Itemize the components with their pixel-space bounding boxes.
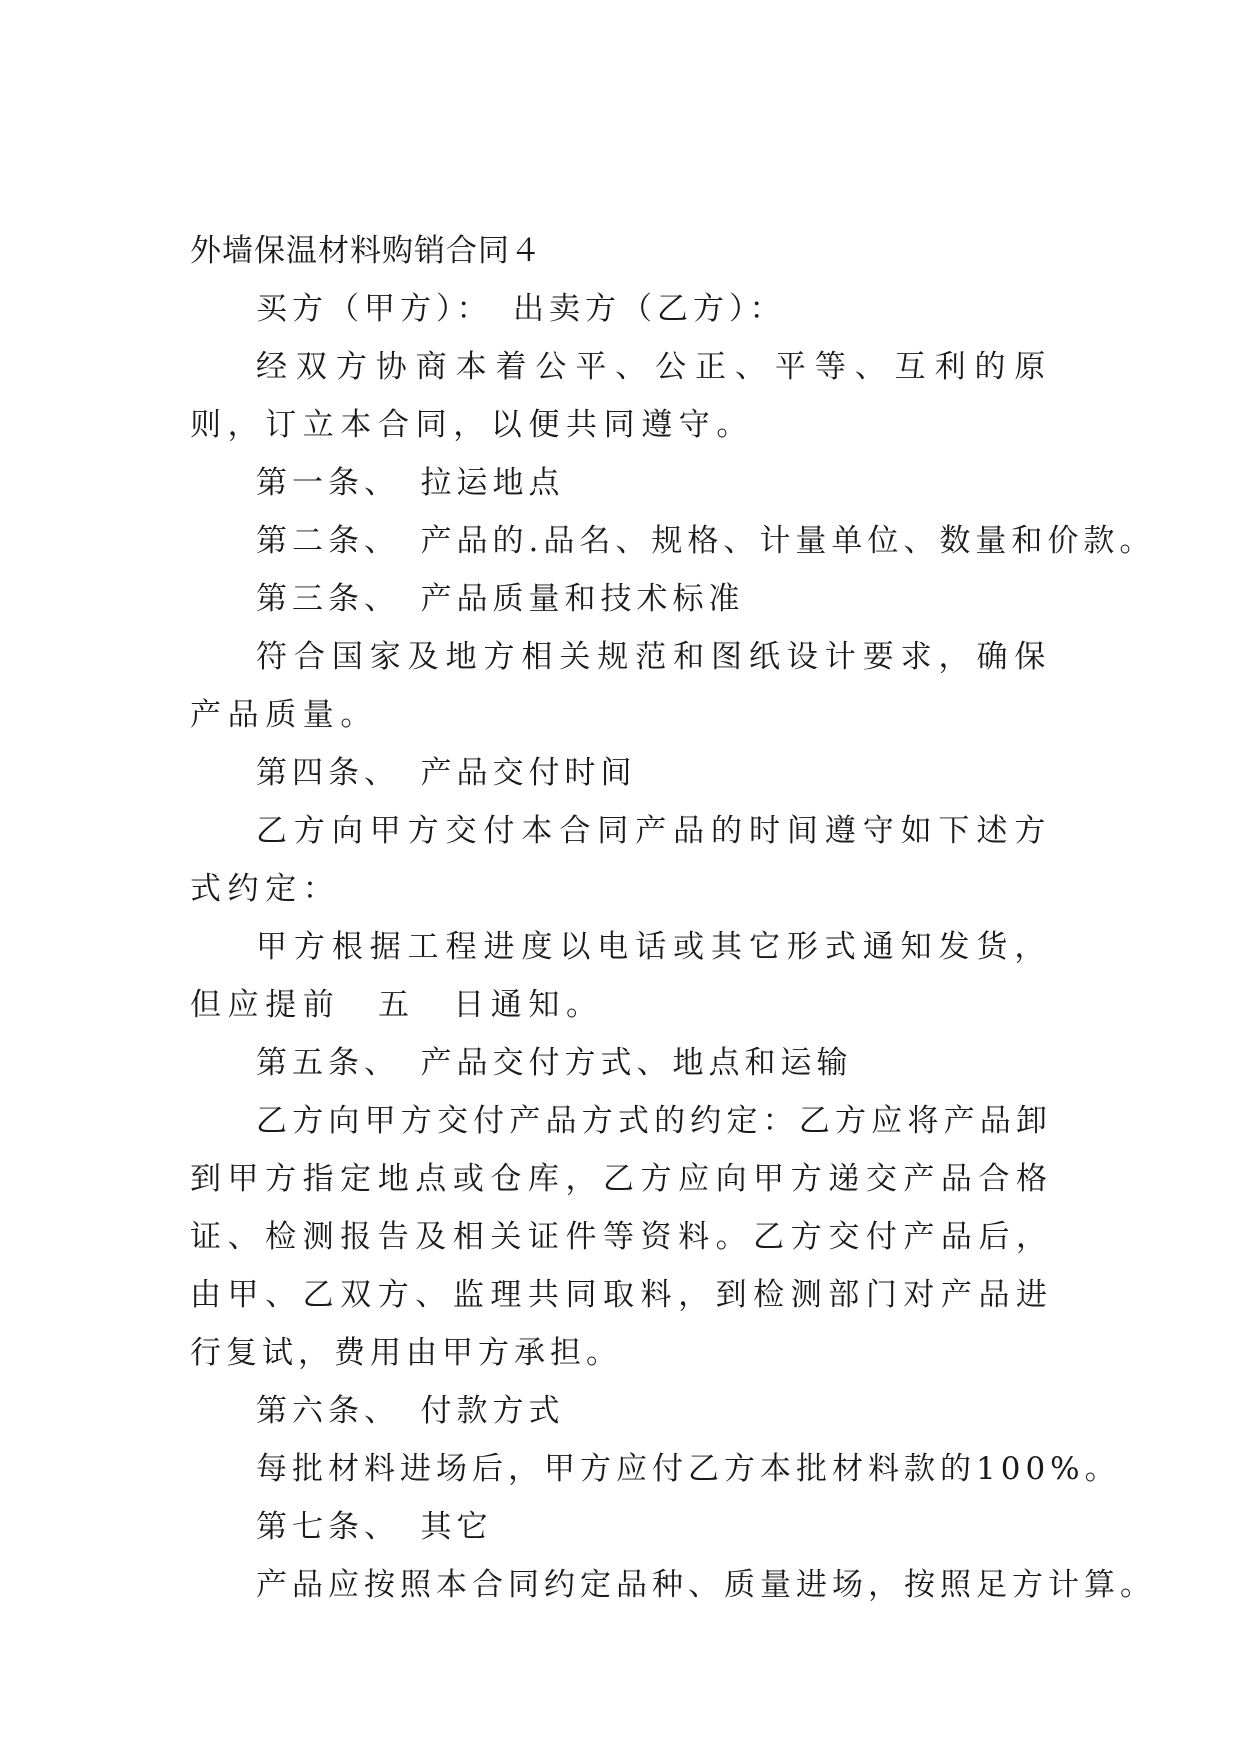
- clause-4-notice: 甲方根据工程进度以电话或其它形式通知发货，但应提前 五 日通知。: [190, 929, 1052, 1023]
- clause-7-body: 产品应按照本合同约定品种、质量进场，按照足方计算。: [256, 1567, 1156, 1603]
- clause-7-heading: 第七条、 其它: [256, 1509, 493, 1545]
- clause-6-body: 每批材料进场后，甲方应付乙方本批材料款的100%。: [256, 1451, 1121, 1487]
- document-body: [190, 222, 1156, 1614]
- clause-1-heading: 第一条、 拉运地点: [256, 465, 565, 501]
- paragraph-preamble: 经双方协商本着公平、公正、平等、互利的原则，订立本合同，以便共同遵守。: [190, 349, 1052, 443]
- clause-3-body: 符合国家及地方相关规范和图纸设计要求，确保产品质量。: [190, 639, 1052, 733]
- clause-4-heading: 第四条、 产品交付时间: [256, 755, 637, 791]
- clause-5-body: 乙方向甲方交付产品方式的约定：乙方应将产品卸到甲方指定地点或仓库，乙方应向甲方递交产品合格证、检测报告及相关证件等资料。乙方交付产品后，由甲、乙双方、监理共同取料，到检测部门对产品进行复试，费用由甲方承担。: [190, 1103, 1052, 1371]
- clause-5-heading: 第五条、 产品交付方式、地点和运输: [256, 1045, 853, 1081]
- clause-2-heading: 第二条、 产品的.品名、规格、计量单位、数量和价款。: [256, 523, 1156, 559]
- clause-3-heading: 第三条、 产品质量和技术标准: [256, 581, 745, 617]
- paragraph-parties: 买方（甲方）： 出卖方（乙方）：: [256, 291, 786, 327]
- clause-4-body: 乙方向甲方交付本合同产品的时间遵守如下述方式约定：: [190, 813, 1052, 907]
- clause-6-heading: 第六条、 付款方式: [256, 1393, 565, 1429]
- document-title: 外墙保温材料购销合同４: [190, 233, 542, 269]
